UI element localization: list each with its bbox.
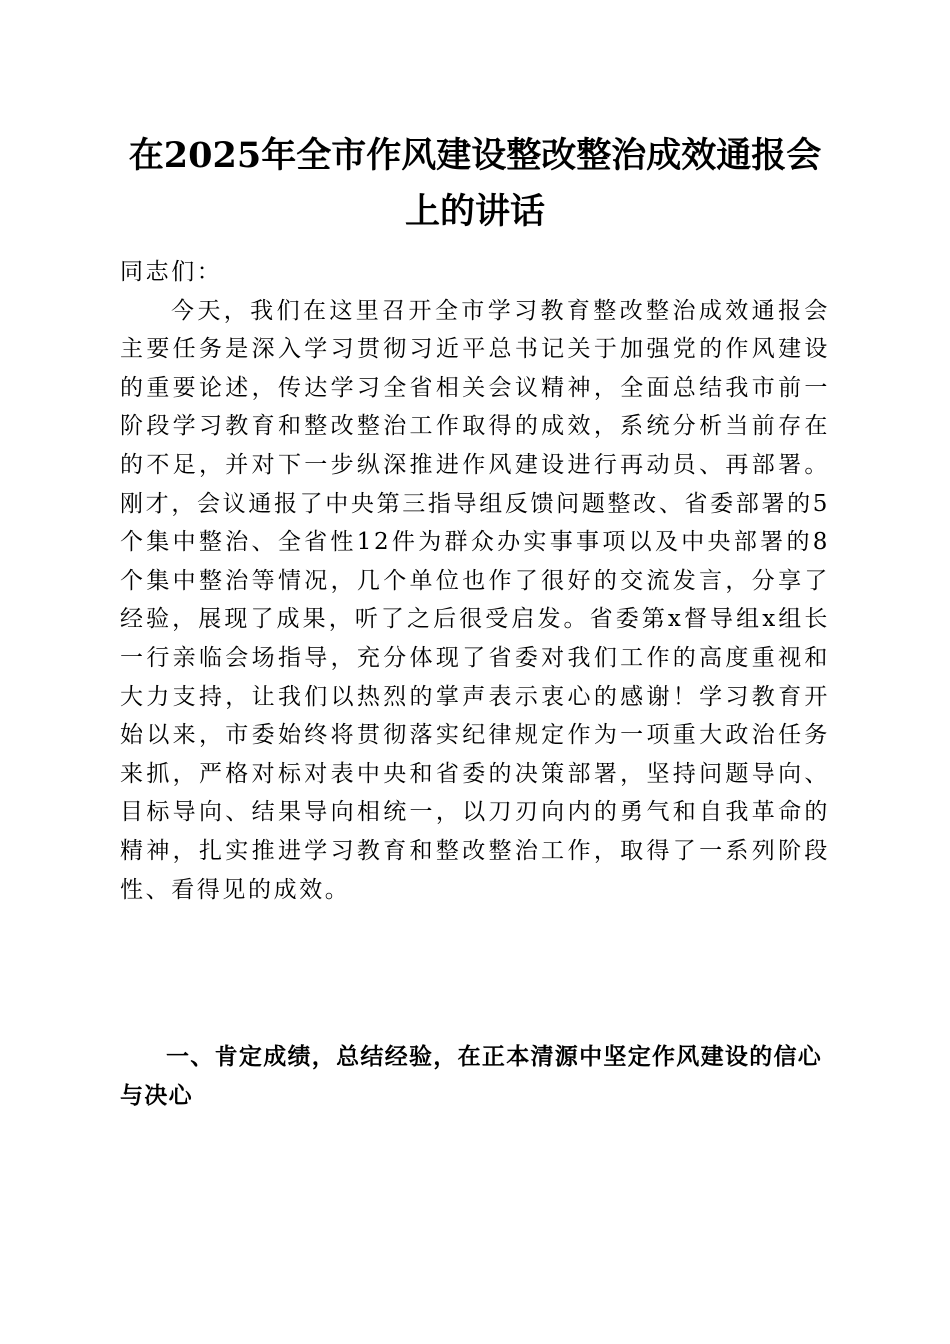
section-heading-1: 一、肯定成绩，总结经验，在正本清源中坚定作风建设的信心与决心: [120, 1044, 823, 1109]
title-line-2: 上的讲话: [404, 191, 545, 232]
paragraph-opening: 今天，我们在这里召开全市学习教育整改整治成效通报会主要任务是深入学习贯彻习近平总书记关于加强党的作风建设的重要论述，传达学习全省相关会议精神，全面总结我市前一阶段学习教育和整改整治工作取得的成效，系统分析当前存在的不足，并对下一步纵深推进作风建设进行再动员、再部署。刚才，会议通报了中央第三指导组反馈问题整改、省委部署的5个集中整治、全省性12件为群众办实事事项以及中央部署的8个集中整治等情况，几个单位也作了很好的交流发言，分享了经验，展现了成果，听了之后很受启发。省委第x督导组x组长一行亲临会场指导，充分体现了省委对我们工作的高度重视和大力支持，让我们以热烈的掌声表示衷心的感谢！学习教育开始以来，市委始终将贯彻落实纪律规定作为一项重大政治任务来抓，严格对标对表中央和省委的决策部署，坚持问题导向、目标导向、结果导向相统一，以刀刃向内的勇气和自我革命的精神，扎实推进学习教育和整改整治工作，取得了一系列阶段性、看得见的成效。: [120, 297, 830, 903]
document-title: [120, 128, 830, 240]
document-body: [120, 253, 830, 909]
salutation: 同志们：: [120, 259, 223, 285]
title-line-1: 在2025年全市作风建设整改整治成效通报会: [128, 135, 822, 176]
